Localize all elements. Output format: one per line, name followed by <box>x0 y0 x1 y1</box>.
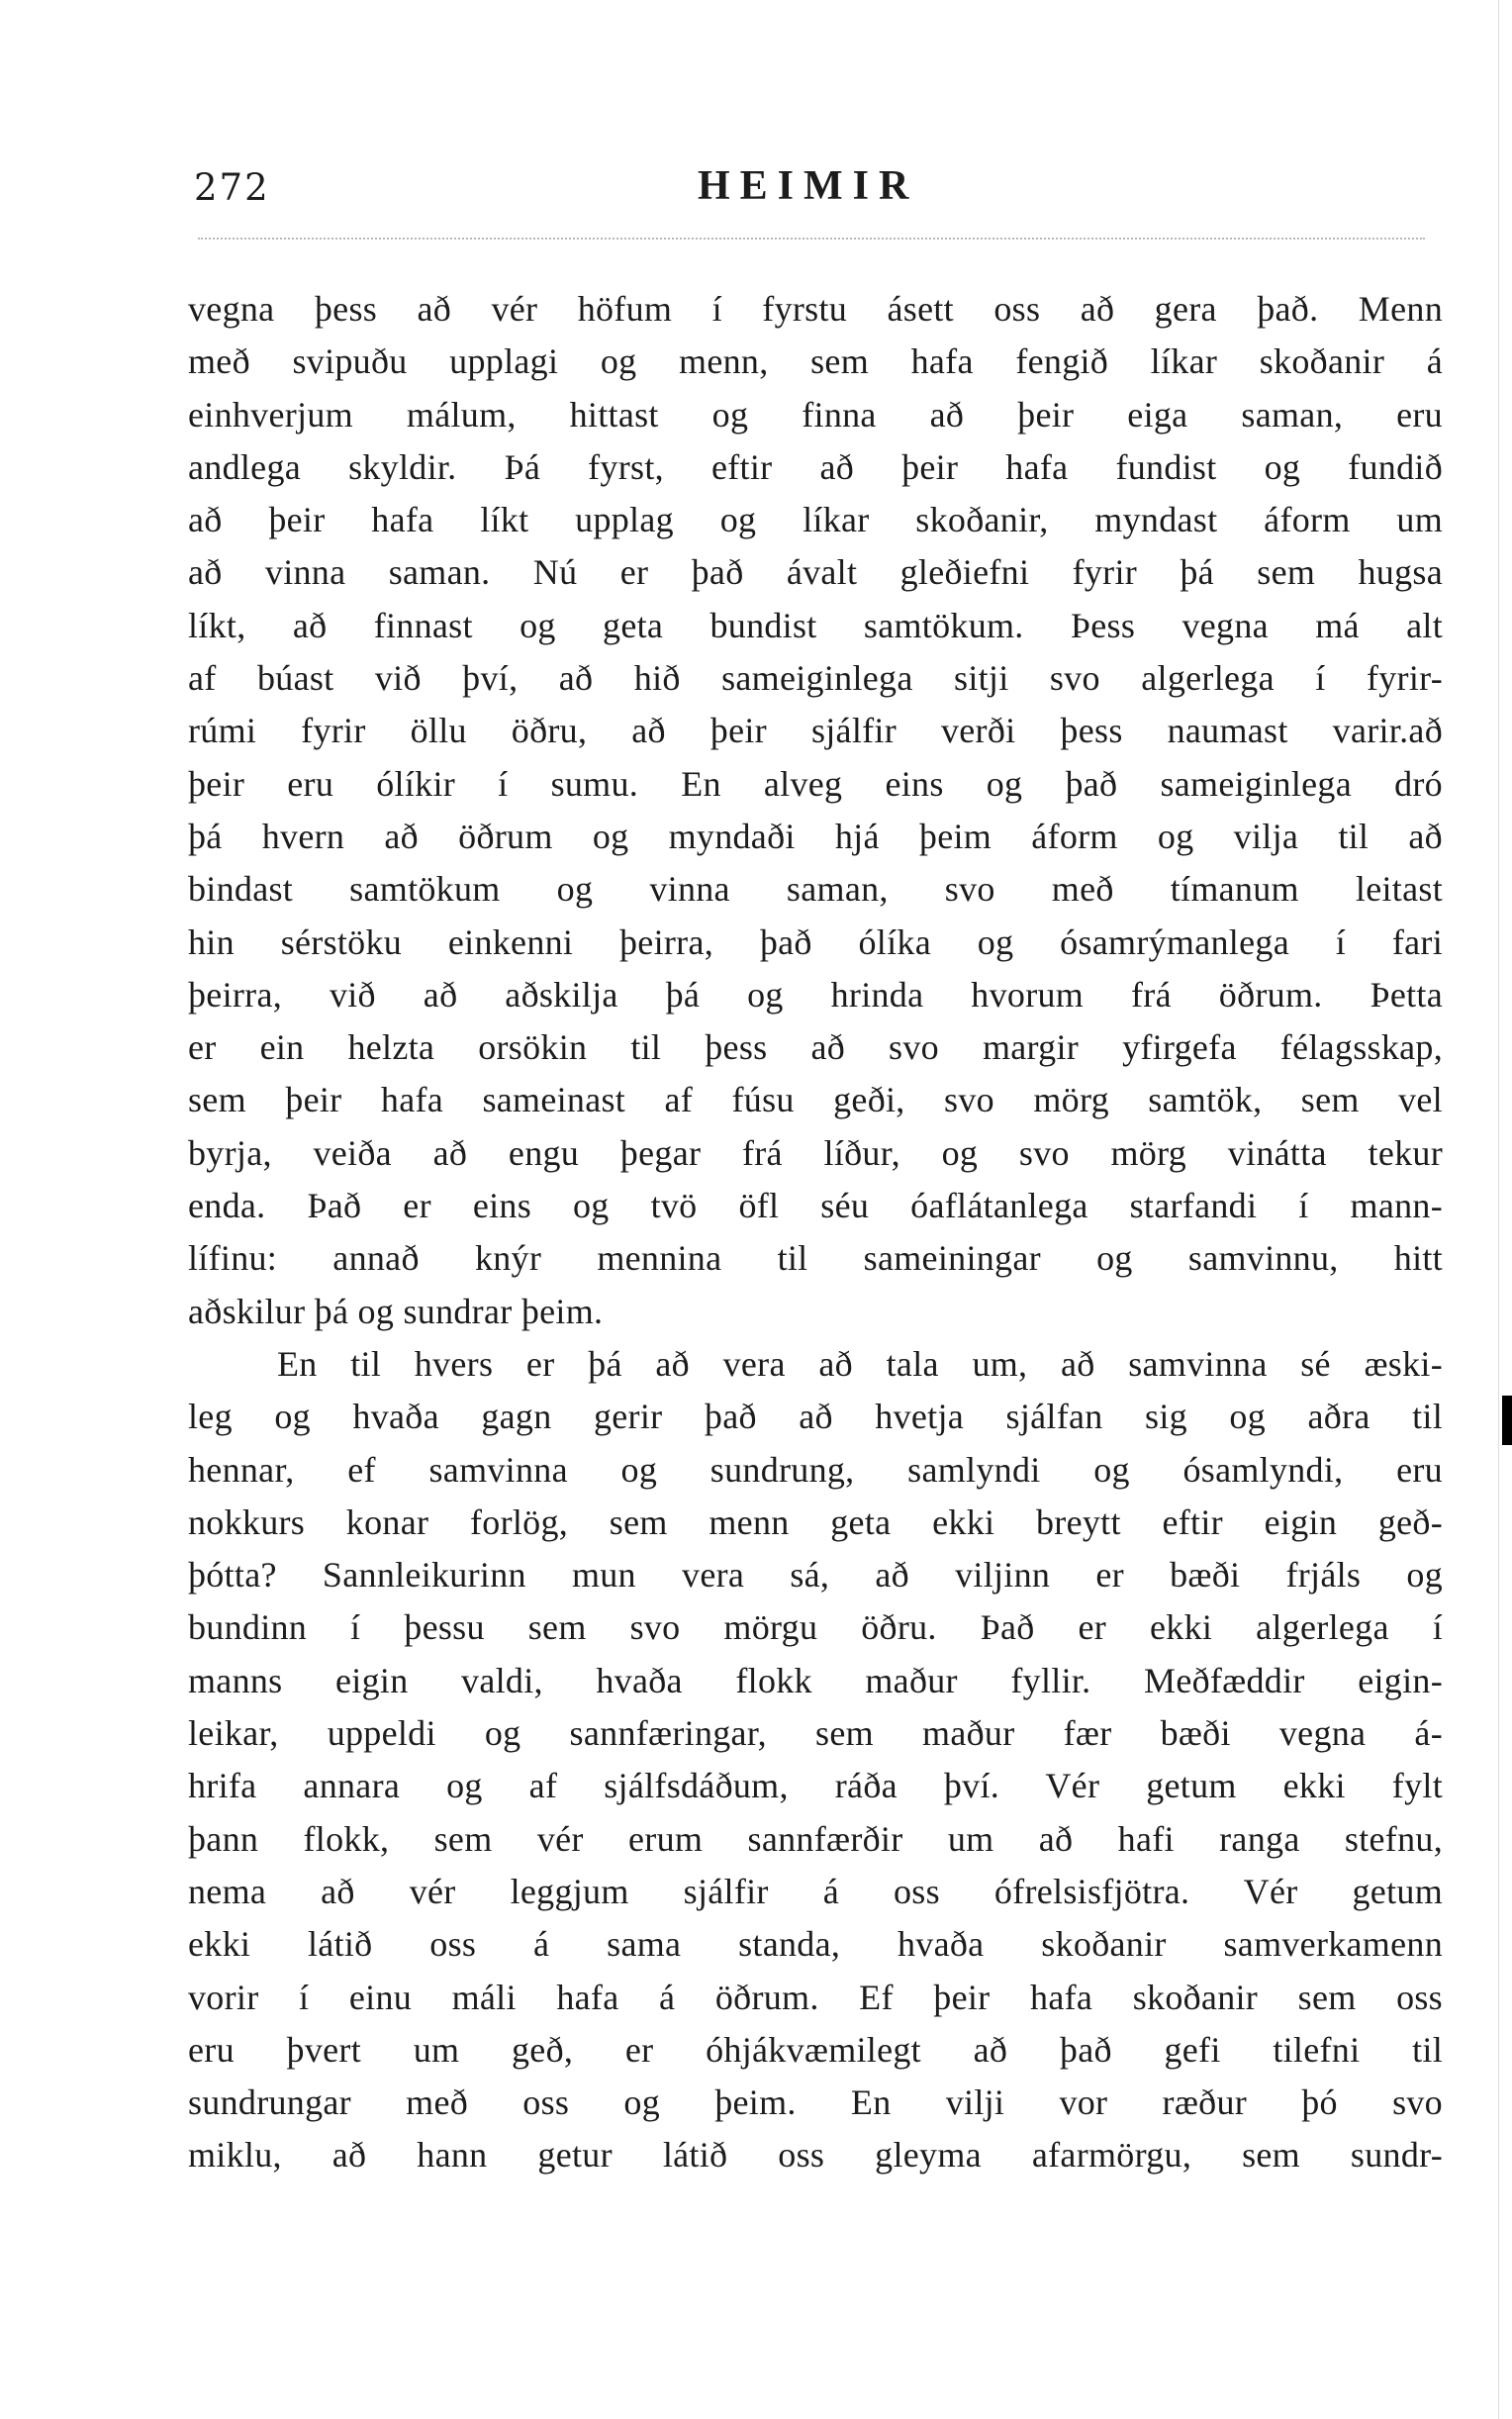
text-line: lífinu: annað knýr mennina til sameiningar og samvinnu, hitt <box>188 1238 1443 1279</box>
text-line: hin sérstöku einkenni þeirra, það ólíka og ósamrýmanlega í fari <box>188 921 1443 962</box>
scan-edge-line <box>1498 0 1499 2419</box>
text-line: bundinn í þessu sem svo mörgu öðru. Það er ekki algerlega í <box>188 1607 1443 1648</box>
text-line: leg og hvaða gagn gerir það að hvetja sjálfan sig og aðra til <box>188 1397 1443 1437</box>
text-line: hennar, ef samvinna og sundrung, samlyndi og ósamlyndi, eru <box>188 1449 1443 1490</box>
text-line: þeirra, við að aðskilja þá og hrinda hvorum frá öðrum. Þetta <box>188 974 1443 1015</box>
text-line: að vinna saman. Nú er það ávalt gleðiefni fyrir þá sem hugsa <box>188 552 1443 593</box>
text-line: sem þeir hafa sameinast af fúsu geði, svo mörg samtök, sem vel <box>188 1080 1443 1120</box>
text-line: byrja, veiða að engu þegar frá líður, og svo mörg vinátta tekur <box>188 1132 1443 1173</box>
text-line: líkt, að finnast og geta bundist samtökum. Þess vegna má alt <box>188 605 1443 645</box>
text-line: andlega skyldir. Þá fyrst, eftir að þeir hafa fundist og fundið <box>188 446 1443 487</box>
text-line: þá hvern að öðrum og myndaði hjá þeim áform og vilja til að <box>188 816 1443 856</box>
paragraph-end-line: aðskilur þá og sundrar þeim. <box>188 1291 604 1331</box>
text-line: að þeir hafa líkt upplag og líkar skoðanir, myndast áform um <box>188 500 1443 540</box>
body-text <box>188 283 1443 2182</box>
paragraph-start-line: En til hvers er þá að vera að tala um, að samvinna sé æski- <box>277 1343 1443 1384</box>
text-line: manns eigin valdi, hvaða flokk maður fyllir. Meðfæddir eigin- <box>188 1660 1443 1700</box>
text-line: vegna þess að vér höfum í fyrstu ásett oss að gera það. Menn <box>188 289 1443 329</box>
text-line: nokkurs konar forlög, sem menn geta ekki breytt eftir eigin geð- <box>188 1501 1443 1542</box>
page-number: 272 <box>194 166 270 209</box>
running-title: HEIMIR <box>698 163 919 209</box>
text-line: einhverjum málum, hittast og finna að þeir eiga saman, eru <box>188 394 1443 435</box>
text-line: bindast samtökum og vinna saman, svo með tímanum leitast <box>188 869 1443 910</box>
text-line: ekki látið oss á sama standa, hvaða skoðanir samverkamenn <box>188 1924 1443 1965</box>
text-line: leikar, uppeldi og sannfæringar, sem maður fær bæði vegna á- <box>188 1713 1443 1754</box>
text-line: vorir í einu máli hafa á öðrum. Ef þeir hafa skoðanir sem oss <box>188 1977 1443 2017</box>
text-line: er ein helzta orsökin til þess að svo margir yfirgefa félagsskap, <box>188 1027 1443 1068</box>
text-line: rúmi fyrir öllu öðru, að þeir sjálfir verði þess naumast varir.að <box>188 711 1443 751</box>
text-line: sundrungar með oss og þeim. En vilji vor ræður þó svo <box>188 2082 1443 2123</box>
margin-mark <box>1502 1396 1512 1445</box>
text-line: með svipuðu upplagi og menn, sem hafa fengið líkar skoðanir á <box>188 341 1443 382</box>
text-line: enda. Það er eins og tvö öfl séu óaflátanlega starfandi í mann- <box>188 1186 1443 1226</box>
text-line: miklu, að hann getur látið oss gleyma afarmörgu, sem sundr- <box>188 2135 1443 2176</box>
text-line: þann flokk, sem vér erum sannfærðir um að hafi ranga stefnu, <box>188 1818 1443 1859</box>
text-line: hrifa annara og af sjálfsdáðum, ráða því. Vér getum ekki fylt <box>188 1766 1443 1806</box>
page-header <box>0 148 1512 228</box>
text-line: þótta? Sannleikurinn mun vera sá, að viljinn er bæði frjáls og <box>188 1555 1443 1596</box>
text-line: eru þvert um geð, er óhjákvæmilegt að það gefi tilefni til <box>188 2029 1443 2070</box>
text-line: þeir eru ólíkir í sumu. En alveg eins og það sameiginlega dró <box>188 763 1443 804</box>
text-line: nema að vér leggjum sjálfir á oss ófrelsisfjötra. Vér getum <box>188 1871 1443 1911</box>
header-rule <box>198 238 1425 240</box>
text-line: af búast við því, að hið sameiginlega sitji svo algerlega í fyrir- <box>188 658 1443 699</box>
